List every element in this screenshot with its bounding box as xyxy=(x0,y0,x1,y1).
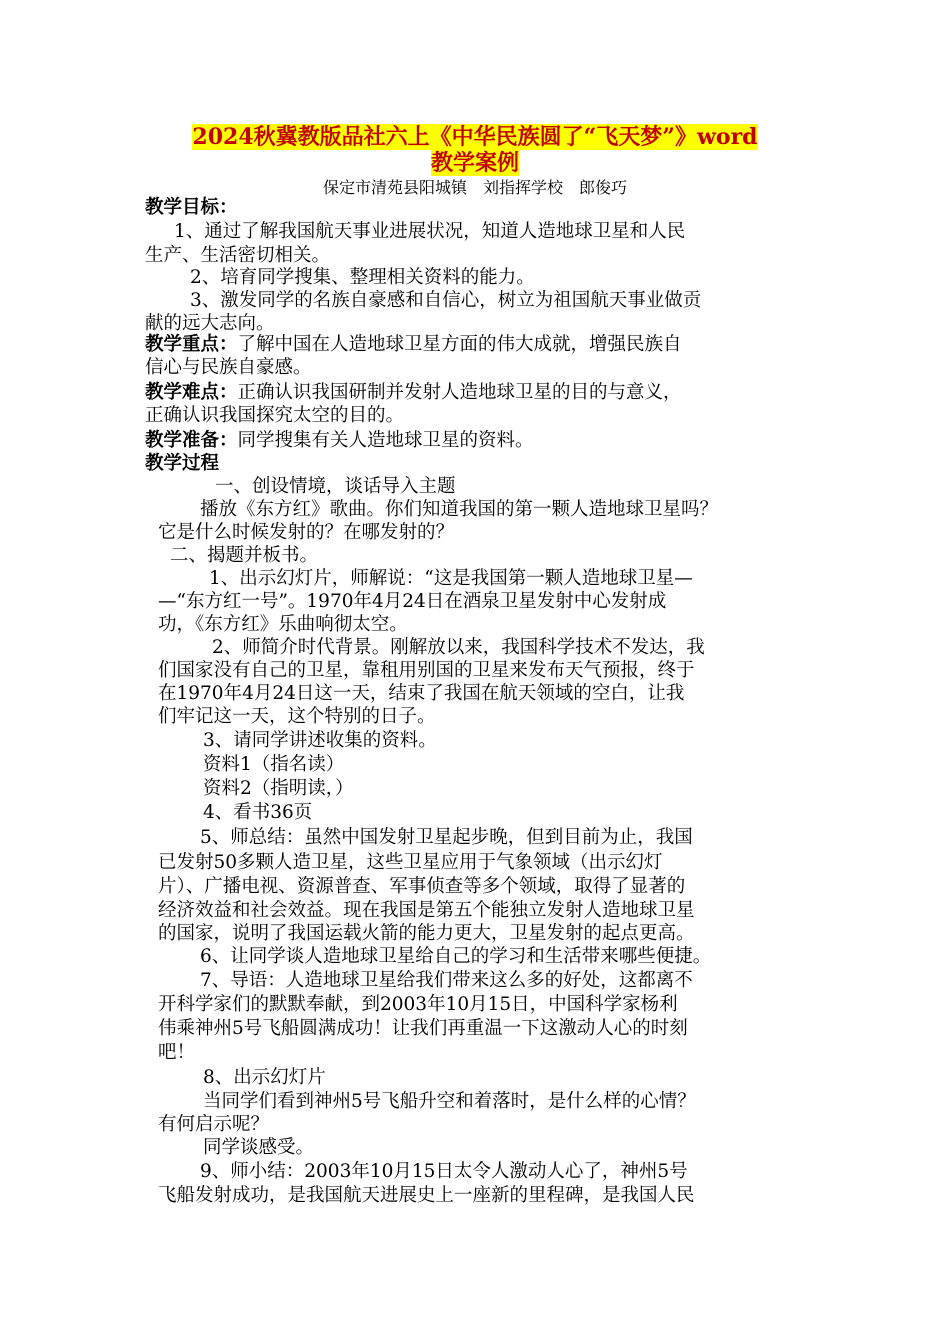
process-line: 功，《东方红》乐曲响彻太空。 xyxy=(158,614,408,635)
key-points-line-a xyxy=(145,333,682,357)
process-line: 二、揭题并板书。 xyxy=(170,545,319,566)
objective-3-line-a: 3、激发同学的名族自豪感和自信心，树立为祖国航天事业做贡 xyxy=(190,290,702,311)
key-points-heading: 教学重点： xyxy=(145,334,238,355)
preparation-line xyxy=(145,429,534,453)
process-line: —“东方红一号”。1970年4月24日在酒泉卫星发射中心发射成 xyxy=(158,591,667,612)
objective-3-line-b: 献的远大志向。 xyxy=(145,313,275,334)
title-highlight-2: 教学案例 xyxy=(430,150,519,176)
process-line: 一、创设情境，谈话导入主题 xyxy=(215,476,456,497)
process-line: 播放《东方红》歌曲。你们知道我国的第一颗人造地球卫星吗？ xyxy=(200,499,719,520)
author-line: 保定市清苑县阳城镇 刘指挥学校 郎俊巧 xyxy=(322,178,627,197)
document-title-line1 xyxy=(140,124,810,150)
key-points-text-a: 了解中国在人造地球卫星方面的伟大成就，增强民族自 xyxy=(237,334,682,355)
difficulties-heading: 教学难点： xyxy=(145,382,238,403)
process-line: 伟乘神州5号飞船圆满成功！让我们再重温一下这激动人心的时刻 xyxy=(158,1018,688,1039)
process-line: 8、出示幻灯片 xyxy=(203,1067,326,1088)
process-line: 们国家没有自己的卫星，靠租用别国的卫星来发布天气预报，终于 xyxy=(158,660,695,681)
process-line: 当同学们看到神州5号飞船升空和着落时，是什么样的心情？ xyxy=(203,1091,696,1112)
objective-2: 2、培育同学搜集、整理相关资料的能力。 xyxy=(190,267,535,288)
title-highlight-1: 2024秋冀教版品社六上《中华民族圆了“飞天梦”》word xyxy=(192,124,758,150)
process-line: 6、让同学谈人造地球卫星给自己的学习和生活带来哪些便捷。 xyxy=(200,946,712,967)
process-line: 2、师简介时代背景。刚解放以来，我国科学技术不发达，我 xyxy=(212,637,705,658)
process-line: 们牢记这一天，这个特别的日子。 xyxy=(158,706,436,727)
process-line: 1、出示幻灯片，师解说：“这是我国第一颗人造地球卫星— xyxy=(209,568,693,589)
process-line: 同学谈感受。 xyxy=(203,1137,315,1158)
process-heading: 教学过程 xyxy=(145,453,220,474)
difficulties-line-b: 正确认识我国探究太空的目的。 xyxy=(145,405,405,426)
difficulties-line-a xyxy=(145,381,682,405)
process-line: 有何启示呢？ xyxy=(158,1114,270,1135)
process-line: 经济效益和社会效益。现在我国是第五个能独立发射人造地球卫星 xyxy=(158,900,695,921)
process-line: 9、师小结：2003年10月15日太令人激动人心了，神州5号 xyxy=(200,1161,688,1182)
objective-1-line-b: 生产、生活密切相关。 xyxy=(145,245,331,266)
objective-1-line-a: 1、通过了解我国航天事业进展状况，知道人造地球卫星和人民 xyxy=(174,221,686,242)
process-line: 飞船发射成功，是我国航天进展史上一座新的里程碑，是我国人民 xyxy=(158,1185,695,1206)
process-line: 资料1（指名读） xyxy=(203,754,345,775)
difficulties-text-a: 正确认识我国研制并发射人造地球卫星的目的与意义， xyxy=(237,382,682,403)
preparation-heading: 教学准备： xyxy=(145,430,238,451)
preparation-text: 同学搜集有关人造地球卫星的资料。 xyxy=(237,430,534,451)
process-line: 4、看书36页 xyxy=(203,802,313,823)
process-line: 7、导语：人造地球卫星给我们带来这么多的好处，这都离不 xyxy=(200,970,693,991)
process-line: 的国家，说明了我国运载火箭的能力更大，卫星发射的起点更高。 xyxy=(158,923,695,944)
process-line: 开科学家们的默默奉献，到2003年10月15日，中国科学家杨利 xyxy=(158,994,678,1015)
key-points-line-b: 信心与民族自豪感。 xyxy=(145,357,312,378)
process-line: 已发射50多颗人造卫星，这些卫星应用于气象领域（出示幻灯 xyxy=(158,852,663,873)
process-line: 片）、广播电视、资源普查、军事侦查等多个领域，取得了显著的 xyxy=(158,876,686,897)
process-line: 资料2（指明读，） xyxy=(203,778,354,799)
process-line: 3、请同学讲述收集的资料。 xyxy=(203,730,437,751)
document-title-line2 xyxy=(140,150,810,176)
process-line: 它是什么时候发射的？在哪发射的？ xyxy=(158,522,455,543)
process-line: 吧！ xyxy=(158,1042,196,1063)
process-line: 5、师总结：虽然中国发射卫星起步晚，但到目前为止，我国 xyxy=(200,827,693,848)
process-line: 在1970年4月24日这一天，结束了我国在航天领域的空白，让我 xyxy=(158,683,685,704)
objectives-heading: 教学目标： xyxy=(145,197,238,218)
